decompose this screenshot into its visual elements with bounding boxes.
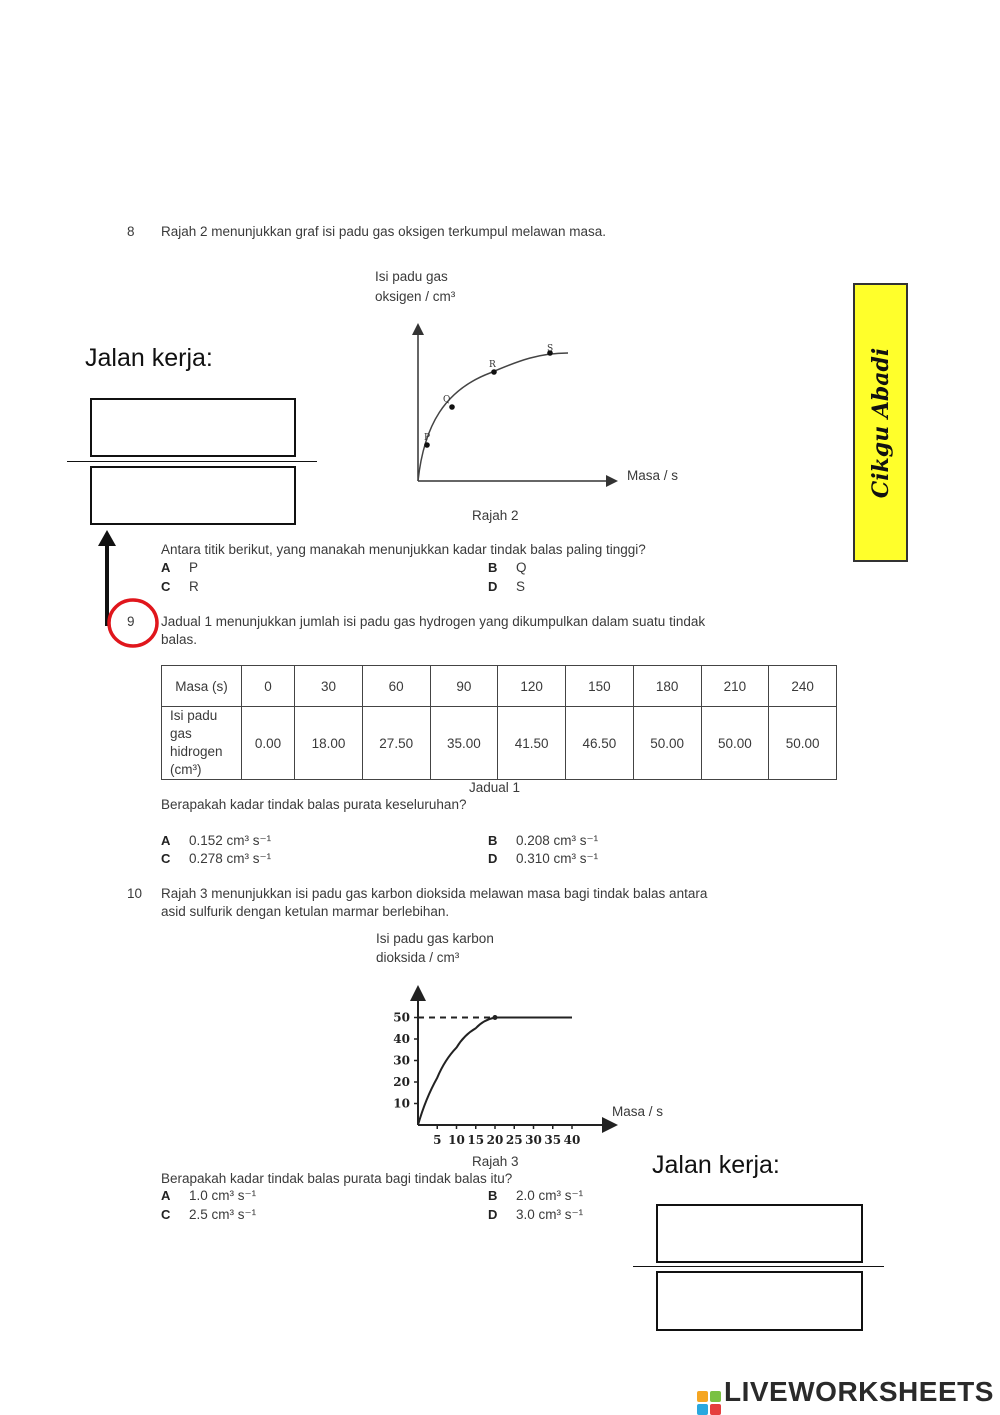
q9-isipadu-cell: 27.50 bbox=[362, 707, 430, 780]
q10-y-tick-label: 50 bbox=[393, 1010, 410, 1025]
table-row bbox=[162, 666, 837, 707]
logo-text: LIVEWORKSHEETS bbox=[724, 1376, 994, 1407]
q9-masa-cell: 90 bbox=[430, 666, 498, 707]
q10-x-tick-label: 5 bbox=[433, 1133, 442, 1147]
q8-option-a-text: P bbox=[189, 560, 199, 575]
q9-option-b-text: 0.208 cm³ s⁻¹ bbox=[516, 833, 599, 848]
jalan-kerja-label-2: Jalan kerja: bbox=[652, 1151, 780, 1179]
numerator-input-1[interactable] bbox=[90, 398, 296, 457]
q10-option-c-letter: C bbox=[161, 1207, 171, 1222]
q8-xlabel: Masa / s bbox=[627, 468, 679, 483]
q9-masa-cell: 240 bbox=[769, 666, 837, 707]
q9-isipadu-cell: 50.00 bbox=[633, 707, 701, 780]
numerator-input-2[interactable] bbox=[656, 1204, 863, 1263]
fraction-line-2 bbox=[633, 1266, 884, 1267]
q10-x-tick-label: 10 bbox=[448, 1133, 465, 1147]
side-tag bbox=[853, 283, 908, 562]
q10-y-tick-label: 30 bbox=[393, 1053, 410, 1068]
q9-option-a-text: 0.152 cm³ s⁻¹ bbox=[189, 833, 272, 848]
q10-option-d-text: 3.0 cm³ s⁻¹ bbox=[516, 1207, 584, 1222]
q9-isipadu-cell: 46.50 bbox=[566, 707, 634, 780]
q9-table bbox=[161, 665, 837, 780]
q9-isipadu-cell: 50.00 bbox=[701, 707, 769, 780]
q9-isipadu-header-line: gas bbox=[170, 726, 192, 741]
q8-graph bbox=[390, 315, 630, 495]
q8-label-q: Q bbox=[443, 395, 451, 405]
q9-option-c-letter: C bbox=[161, 851, 171, 866]
q8-ylabel-1: Isi padu gas bbox=[375, 269, 448, 284]
q8-ylabel-2: oksigen / cm³ bbox=[375, 289, 456, 304]
q10-option-b-letter: B bbox=[488, 1188, 498, 1203]
q8-label-r: R bbox=[489, 360, 496, 370]
q8-point-p bbox=[424, 442, 430, 448]
q10-option-d-letter: D bbox=[488, 1207, 498, 1222]
q10-x-tick-label: 30 bbox=[525, 1133, 542, 1147]
q9-masa-cell: 150 bbox=[566, 666, 634, 707]
q8-point-q bbox=[449, 404, 455, 410]
q9-option-b-letter: B bbox=[488, 833, 498, 848]
q9-isipadu-header-line: (cm³) bbox=[170, 762, 202, 777]
q10-x-tick-label: 20 bbox=[486, 1133, 504, 1147]
q9-isipadu-cell: 0.00 bbox=[242, 707, 295, 780]
q9-option-d-letter: D bbox=[488, 851, 498, 866]
q10-plateau-point bbox=[493, 1015, 498, 1020]
q10-y-tick-label: 20 bbox=[393, 1075, 410, 1089]
q8-question: Antara titik berikut, yang manakah menunjukkan kadar tindak balas paling tinggi? bbox=[161, 542, 646, 557]
q8-option-c-text: R bbox=[189, 579, 199, 594]
q10-ylabel-1: Isi padu gas karbon bbox=[376, 931, 494, 946]
q10-graph bbox=[380, 985, 620, 1150]
q8-option-b-text: Q bbox=[516, 560, 527, 575]
q10-option-a-letter: A bbox=[161, 1188, 171, 1203]
q8-option-b-letter: B bbox=[488, 560, 498, 575]
q9-masa-cell: 0 bbox=[242, 666, 295, 707]
q9-isipadu-cell: 18.00 bbox=[295, 707, 363, 780]
q10-option-c-text: 2.5 cm³ s⁻¹ bbox=[189, 1207, 257, 1222]
q10-x-tick-label: 25 bbox=[505, 1133, 523, 1147]
q10-y-tick-label: 10 bbox=[393, 1096, 410, 1111]
q10-question: Berapakah kadar tindak balas purata bagi tindak balas itu? bbox=[161, 1171, 513, 1186]
q9-isipadu-cell: 35.00 bbox=[430, 707, 498, 780]
q9-text-line2: balas. bbox=[161, 632, 198, 647]
q9-number: 9 bbox=[127, 614, 135, 629]
q9-masa-cell: 60 bbox=[362, 666, 430, 707]
q9-option-c-text: 0.278 cm³ s⁻¹ bbox=[189, 851, 272, 866]
q8-label-s: S bbox=[547, 344, 554, 354]
q8-label-p: P bbox=[424, 433, 431, 443]
q10-caption: Rajah 3 bbox=[472, 1154, 519, 1169]
q8-text: Rajah 2 menunjukkan graf isi padu gas oksigen terkumpul melawan masa. bbox=[161, 224, 606, 239]
q10-curve bbox=[418, 1018, 572, 1126]
q9-masa-cell: 210 bbox=[701, 666, 769, 707]
q9-option-a-letter: A bbox=[161, 833, 171, 848]
liveworksheets-logo bbox=[697, 1376, 994, 1415]
q8-point-r bbox=[491, 369, 497, 375]
q9-masa-header: Masa (s) bbox=[162, 666, 242, 707]
q9-isipadu-cell: 50.00 bbox=[769, 707, 837, 780]
q9-question: Berapakah kadar tindak balas purata keseluruhan? bbox=[161, 797, 467, 812]
q9-isipadu-header-line: hidrogen bbox=[170, 744, 223, 759]
q10-option-a-text: 1.0 cm³ s⁻¹ bbox=[189, 1188, 257, 1203]
q9-masa-cell: 30 bbox=[295, 666, 363, 707]
q10-text-line2: asid sulfurik dengan ketulan marmar berlebihan. bbox=[161, 904, 450, 919]
q8-option-d-letter: D bbox=[488, 579, 498, 594]
q10-xlabel: Masa / s bbox=[612, 1104, 664, 1119]
table-row bbox=[162, 707, 837, 780]
q9-isipadu-header-line: Isi padu bbox=[170, 708, 218, 723]
q8-caption: Rajah 2 bbox=[472, 508, 519, 523]
q8-option-d-text: S bbox=[516, 579, 526, 594]
q10-option-b-text: 2.0 cm³ s⁻¹ bbox=[516, 1188, 584, 1203]
q10-number: 10 bbox=[127, 886, 143, 901]
q9-option-d-text: 0.310 cm³ s⁻¹ bbox=[516, 851, 599, 866]
side-tag-text: Cikgu Abadi bbox=[867, 347, 894, 498]
q9-isipadu-cell: 41.50 bbox=[498, 707, 566, 780]
q9-text-line1: Jadual 1 menunjukkan jumlah isi padu gas hydrogen yang dikumpulkan dalam suatu tindak bbox=[161, 614, 706, 629]
logo-mark-icon bbox=[697, 1391, 721, 1415]
q8-option-c-letter: C bbox=[161, 579, 171, 594]
jalan-kerja-label-1: Jalan kerja: bbox=[85, 344, 213, 372]
q10-text-line1: Rajah 3 menunjukkan isi padu gas karbon dioksida melawan masa bagi tindak balas antara bbox=[161, 886, 708, 901]
q10-x-tick-label: 35 bbox=[544, 1133, 562, 1147]
q9-masa-cell: 180 bbox=[633, 666, 701, 707]
q8-option-a-letter: A bbox=[161, 560, 171, 575]
q9-masa-cell: 120 bbox=[498, 666, 566, 707]
denominator-input-2[interactable] bbox=[656, 1271, 863, 1331]
q8-number: 8 bbox=[127, 224, 135, 239]
q10-x-tick-label: 40 bbox=[563, 1133, 581, 1147]
denominator-input-1[interactable] bbox=[90, 466, 296, 525]
q10-x-tick-label: 15 bbox=[467, 1133, 485, 1147]
q10-y-tick-label: 40 bbox=[393, 1032, 410, 1046]
q9-isipadu-header bbox=[162, 707, 242, 780]
q9-caption: Jadual 1 bbox=[469, 780, 521, 795]
fraction-line-1 bbox=[67, 461, 317, 462]
q10-ylabel-2: dioksida / cm³ bbox=[376, 950, 460, 965]
